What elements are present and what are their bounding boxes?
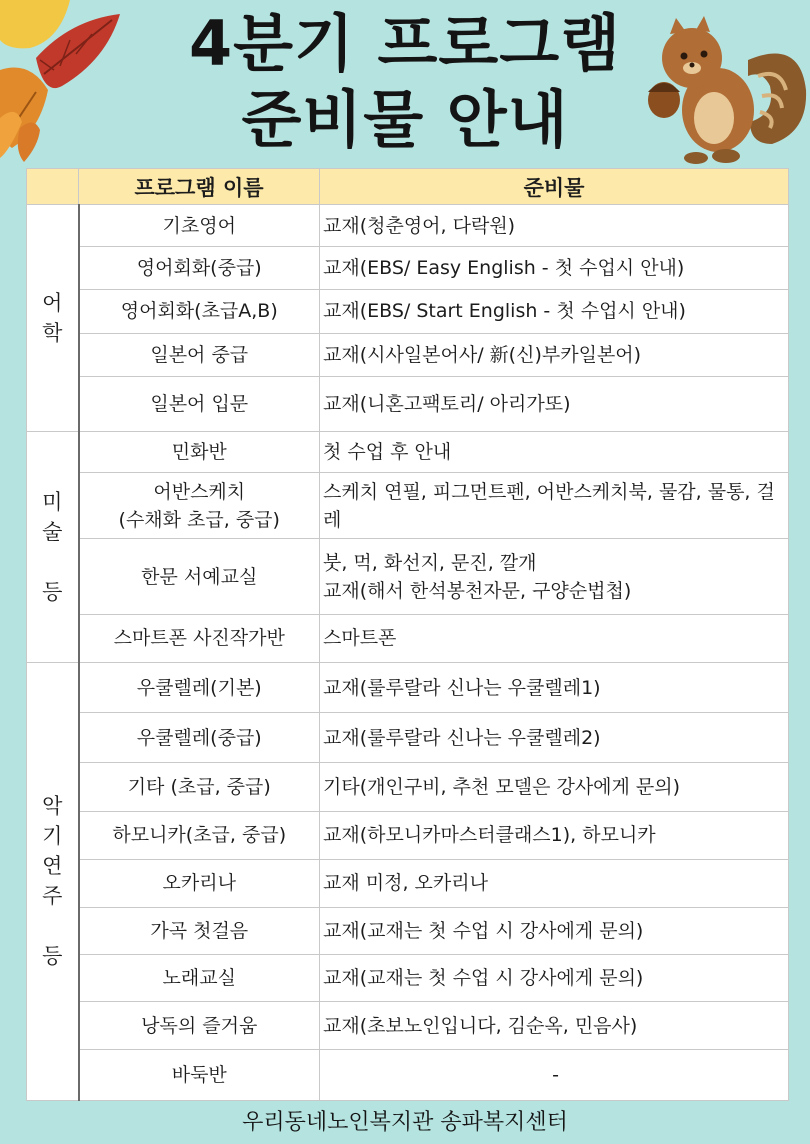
program-supplies: 교재(룰루랄라 신나는 우쿨렐레1): [320, 662, 789, 712]
program-name: 기초영어: [79, 205, 320, 247]
program-supplies: 교재 미정, 오카리나: [320, 859, 789, 907]
program-name: 기타 (초급, 중급): [79, 763, 320, 811]
program-name: 한문 서예교실: [79, 539, 320, 614]
program-supplies: 교재(시사일본어사/ 新(신)부카일본어): [320, 333, 789, 376]
program-name: 우쿨렐레(기본): [79, 662, 320, 712]
program-name: 바둑반: [79, 1049, 320, 1100]
header-program-name: 프로그램 이름: [79, 169, 320, 205]
header-blank: [27, 169, 79, 205]
program-name: 오카리나: [79, 859, 320, 907]
program-supplies: 교재(교재는 첫 수업 시 강사에게 문의): [320, 955, 789, 1002]
program-name: 낭독의 즐거움: [79, 1002, 320, 1049]
program-supplies: 교재(EBS/ Start English - 첫 수업시 안내): [320, 290, 789, 333]
table-row: [27, 431, 789, 472]
table-row: [27, 908, 789, 955]
program-supplies: 교재(룰루랄라 신나는 우쿨렐레2): [320, 713, 789, 763]
category-art: 미 술 등: [27, 431, 79, 662]
program-supplies: 스마트폰: [320, 614, 789, 662]
program-supplies-table: [26, 168, 788, 1101]
program-name: 영어회화(초급A,B): [79, 290, 320, 333]
table-row: [27, 333, 789, 376]
program-name: 일본어 중급: [79, 333, 320, 376]
program-supplies: 교재(EBS/ Easy English - 첫 수업시 안내): [320, 247, 789, 290]
organization-footer: 우리동네노인복지관 송파복지센터: [242, 1110, 568, 1135]
program-supplies: 교재(청춘영어, 다락원): [320, 205, 789, 247]
category-language: 어 학: [27, 205, 79, 432]
title-line-1: 4분기 프로그램: [188, 7, 622, 80]
table-row: [27, 473, 789, 539]
table-row: [27, 811, 789, 859]
category-instruments: 악 기 연 주 등: [27, 662, 79, 1100]
program-name: 민화반: [79, 431, 320, 472]
program-name: 스마트폰 사진작가반: [79, 614, 320, 662]
program-supplies: -: [320, 1049, 789, 1100]
program-supplies: 스케치 연필, 피그먼트펜, 어반스케치북, 물감, 물통, 걸레: [320, 473, 789, 539]
page-title: [0, 6, 810, 158]
table-row: [27, 662, 789, 712]
title-line-2: 준비물 안내: [241, 83, 569, 156]
program-name: 우쿨렐레(중급): [79, 713, 320, 763]
table-row: [27, 1002, 789, 1049]
header-supplies: 준비물: [320, 169, 789, 205]
program-supplies: 붓, 먹, 화선지, 문진, 깔개 교재(해서 한석봉천자문, 구양순법첩): [320, 539, 789, 614]
table-row: [27, 763, 789, 811]
table-row: [27, 247, 789, 290]
table-row: [27, 290, 789, 333]
program-supplies: 첫 수업 후 안내: [320, 431, 789, 472]
program-supplies: 교재(니혼고팩토리/ 아리가또): [320, 376, 789, 431]
program-name: 일본어 입문: [79, 376, 320, 431]
table-row: [27, 614, 789, 662]
table-row: [27, 539, 789, 614]
table-row: [27, 376, 789, 431]
program-supplies: 교재(교재는 첫 수업 시 강사에게 문의): [320, 908, 789, 955]
program-supplies: 기타(개인구비, 추천 모델은 강사에게 문의): [320, 763, 789, 811]
program-supplies: 교재(하모니카마스터클래스1), 하모니카: [320, 811, 789, 859]
table-header-row: [27, 169, 789, 205]
table-row: [27, 859, 789, 907]
program-name: 영어회화(중급): [79, 247, 320, 290]
program-name: 가곡 첫걸음: [79, 908, 320, 955]
program-supplies: 교재(초보노인입니다, 김순옥, 민음사): [320, 1002, 789, 1049]
table-row: [27, 955, 789, 1002]
table-row: [27, 1049, 789, 1100]
table-row: [27, 713, 789, 763]
program-name: 하모니카(초급, 중급): [79, 811, 320, 859]
table-row: [27, 205, 789, 247]
program-name: 노래교실: [79, 955, 320, 1002]
program-name: 어반스케치 (수채화 초급, 중급): [79, 473, 320, 539]
